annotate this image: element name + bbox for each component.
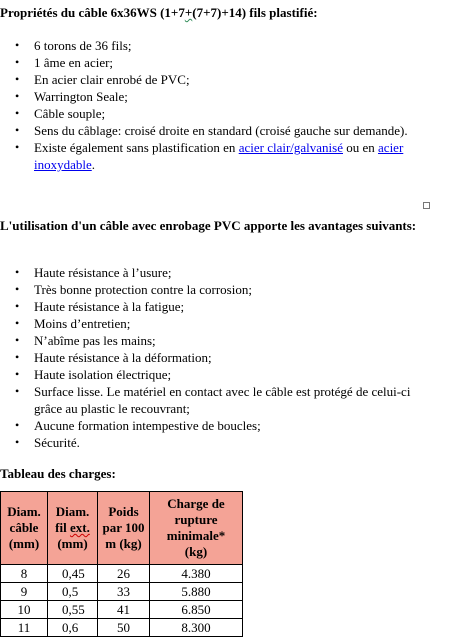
bullet-icon: • — [15, 106, 20, 120]
heading-part-1: Propriétés du câble 6x36WS (1+7 — [0, 5, 185, 20]
bullet-icon: • — [15, 316, 20, 330]
list-item: • Très bonne protection contre la corrosion; — [15, 282, 252, 297]
header-poids: Poids par 100 m (kg) — [98, 492, 150, 565]
list-item: • Sécurité. — [15, 435, 80, 450]
cell-charge: 4.380 — [150, 565, 243, 583]
bullet-icon: • — [15, 265, 20, 279]
cable-properties-heading — [0, 5, 318, 21]
charges-table — [0, 491, 243, 637]
bullet-icon: • — [15, 72, 20, 86]
cell-diam-cable: 9 — [1, 583, 48, 601]
cell-diam-fil: 0,55 — [48, 601, 98, 619]
resize-handle[interactable] — [423, 202, 430, 209]
cell-poids: 41 — [98, 601, 150, 619]
cell-diam-fil: 0,45 — [48, 565, 98, 583]
bullet-icon: • — [15, 299, 20, 313]
bullet-icon: • — [15, 367, 20, 381]
heading-part-3: (7+7)+14) fils plastifié: — [192, 5, 318, 20]
link-acier-clair-galvanise[interactable]: acier clair/galvanisé — [238, 140, 343, 155]
bullet-icon: • — [15, 384, 20, 398]
cell-diam-fil: 0,6 — [48, 619, 98, 637]
cell-charge: 5.880 — [150, 583, 243, 601]
list-item: • Surface lisse. Le matériel en contact avec le câble est protégé de celui-ci grâce au plastic le recouvrant; — [15, 384, 411, 416]
cell-diam-cable: 10 — [1, 601, 48, 619]
list-item: • Câble souple; — [15, 106, 106, 121]
heading-part-2: + — [184, 5, 193, 20]
table-row — [1, 601, 243, 619]
cell-poids: 50 — [98, 619, 150, 637]
list-item: • Haute résistance à l’usure; — [15, 265, 172, 280]
list-item: • 1 âme en acier; — [15, 55, 114, 70]
advantages-heading: L'utilisation d'un câble avec enrobage PVC apporte les avantages suivants: — [0, 218, 417, 233]
cell-diam-cable: 8 — [1, 565, 48, 583]
list-item: • Haute résistance à la déformation; — [15, 350, 212, 365]
cell-diam-cable: 11 — [1, 619, 48, 637]
list-item: • Warrington Seale; — [15, 89, 128, 104]
list-item: • Sens du câblage: croisé droite en standard (croisé gauche sur demande). — [15, 123, 408, 138]
link-acier-inoxydable[interactable]: acier inoxydable — [34, 140, 404, 172]
header-charge-rupture: Charge de rupture minimale* (kg) — [150, 492, 243, 565]
table-header-row — [1, 492, 243, 565]
table-row — [1, 565, 243, 583]
cell-poids: 26 — [98, 565, 150, 583]
charges-table-heading: Tableau des charges: — [0, 466, 116, 481]
cell-charge: 6.850 — [150, 601, 243, 619]
bullet-icon: • — [15, 140, 20, 154]
bullet-icon: • — [15, 282, 20, 296]
bullet-icon: • — [15, 350, 20, 364]
bullet-icon: • — [15, 418, 20, 432]
list-item: • Haute résistance à la fatigue; — [15, 299, 185, 314]
list-item: • Haute isolation électrique; — [15, 367, 172, 382]
table-row — [1, 583, 243, 601]
list-item: • Existe également sans plastification en acier clair/galvanisé ou en acier inoxydable. — [15, 140, 404, 172]
list-item: • Moins d’entretien; — [15, 316, 131, 331]
list-item: • N’abîme pas les mains; — [15, 333, 156, 348]
bullet-icon: • — [15, 89, 20, 103]
header-diam-fil: Diam. fil ext. (mm) — [48, 492, 98, 565]
cell-poids: 33 — [98, 583, 150, 601]
list-item: • En acier clair enrobé de PVC; — [15, 72, 190, 87]
bullet-icon: • — [15, 38, 20, 52]
list-item: • Aucune formation intempestive de boucles; — [15, 418, 261, 433]
list-item: • 6 torons de 36 fils; — [15, 38, 132, 53]
header-diam-cable: Diam. câble (mm) — [1, 492, 48, 565]
table-row — [1, 619, 243, 637]
cell-diam-fil: 0,5 — [48, 583, 98, 601]
cell-charge: 8.300 — [150, 619, 243, 637]
properties-list — [0, 37, 440, 173]
bullet-icon: • — [15, 55, 20, 69]
advantages-list — [0, 264, 430, 451]
bullet-icon: • — [15, 333, 20, 347]
bullet-icon: • — [15, 435, 20, 449]
bullet-icon: • — [15, 123, 20, 137]
